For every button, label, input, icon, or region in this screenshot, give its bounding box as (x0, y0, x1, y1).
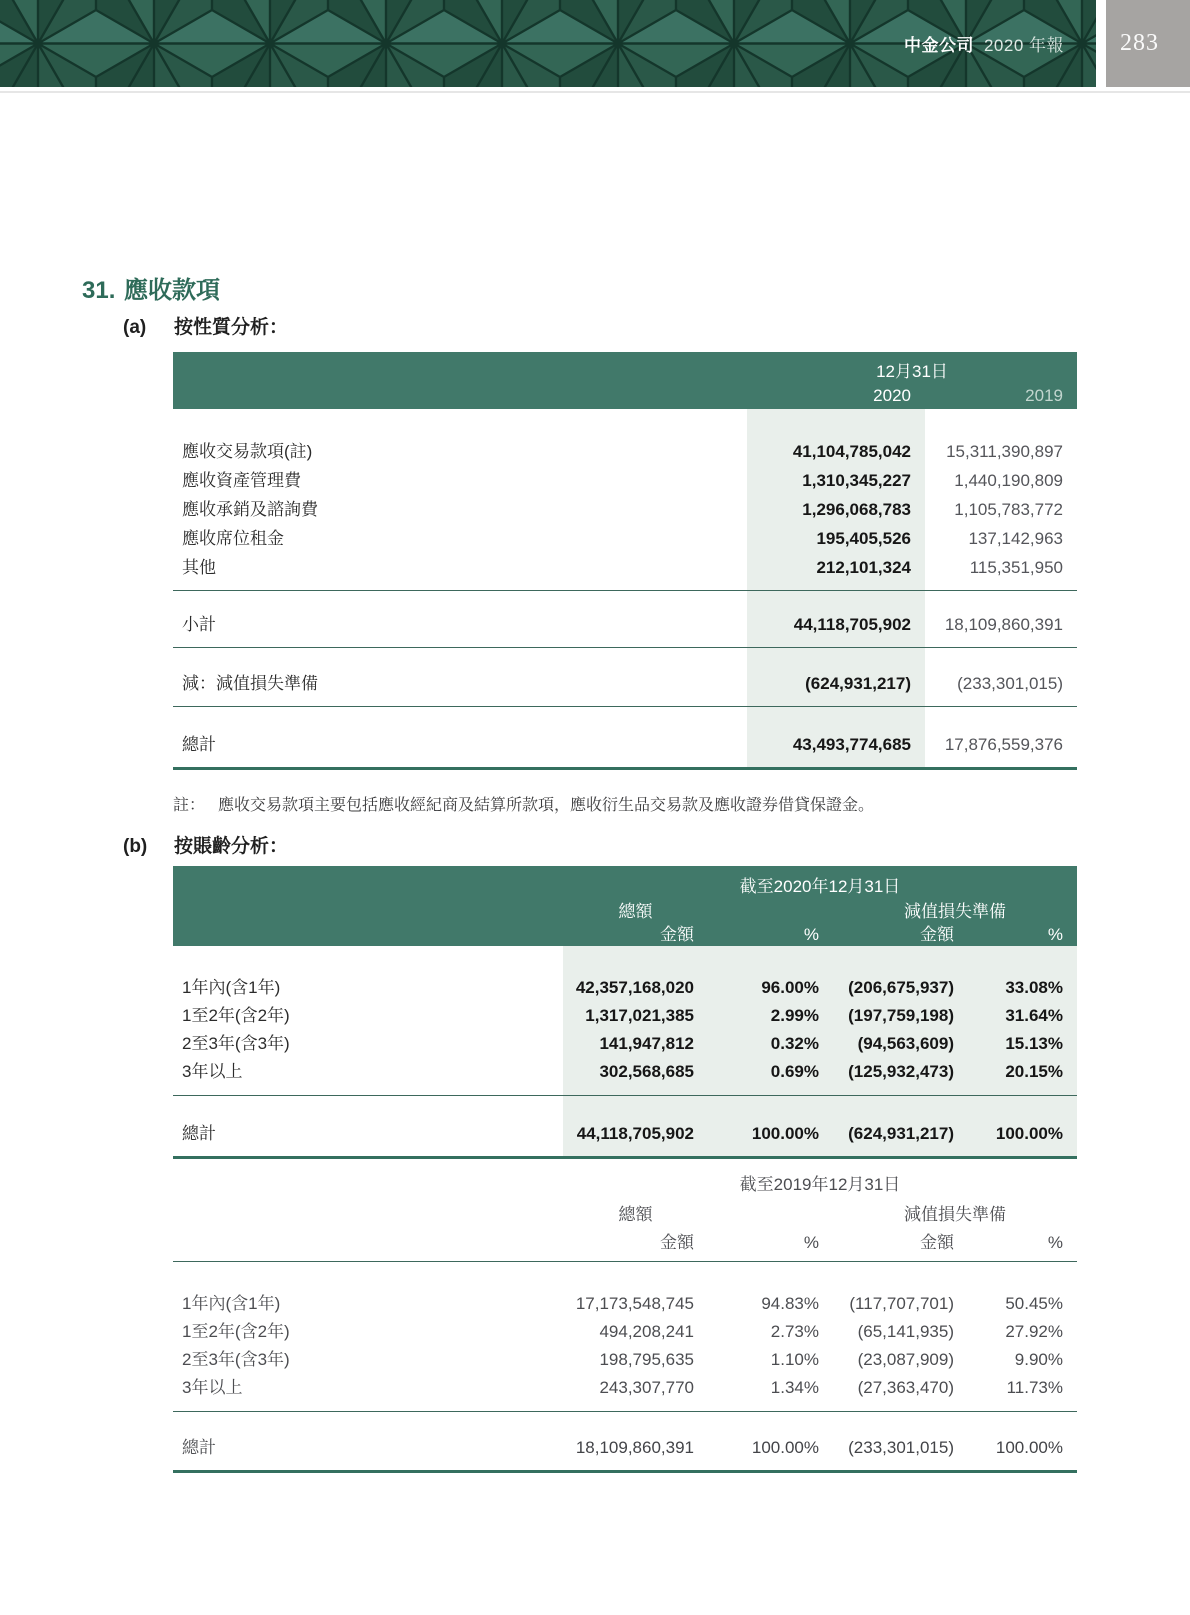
aging-total-amount: 44,118,705,902 (563, 1096, 708, 1156)
gross-group-header: 總額 (618, 902, 653, 921)
impairment-2019: (233,301,015) (957, 674, 1063, 693)
aging-impairment-pct: 9.90% (1014, 1350, 1063, 1369)
row-2019-value: 1,440,190,809 (954, 471, 1063, 490)
row-label: 應收席位租金 (182, 529, 284, 548)
aging-pct: 94.83% (761, 1294, 819, 1313)
aging-total-pct: 100.00% (708, 1096, 833, 1156)
aging-row-label: 3年以上 (182, 1378, 243, 1397)
subtotal-2020: 44,118,705,902 (747, 591, 925, 647)
aging-total-impairment: (233,301,015) (848, 1438, 954, 1457)
aging-row-label: 1年內(含1年) (182, 978, 281, 997)
aging-impairment-pct: 15.13% (968, 1030, 1077, 1058)
subsection-b-label: (b) (123, 836, 148, 857)
aging-impairment: (125,932,473) (833, 1058, 968, 1086)
amount-col-header: 金額 (920, 925, 954, 944)
aging-total-impairment: (624,931,217) (833, 1096, 968, 1156)
aging-impairment-pct: 31.64% (968, 1002, 1077, 1030)
aging-total-label: 總計 (182, 1124, 216, 1143)
aging-total-impairment-pct: 100.00% (995, 1438, 1063, 1457)
aging-row-label: 2至3年(含3年) (182, 1034, 290, 1053)
impairment-group-header: 減值損失準備 (904, 902, 1006, 921)
total-row (173, 707, 1077, 770)
aging-pct: 96.00% (708, 974, 833, 1002)
aging-impairment: (206,675,937) (833, 974, 968, 1002)
row-label: 應收交易款項(註) (182, 442, 313, 461)
page-number-box (1106, 0, 1190, 87)
table-by-nature (173, 352, 1077, 770)
subtotal-2019: 18,109,860,391 (944, 615, 1063, 634)
aging-impairment-pct: 27.92% (1005, 1322, 1063, 1341)
row-2020-value: 195,405,526 (747, 524, 925, 553)
row-2020-value: 41,104,785,042 (747, 437, 925, 466)
aging-row-label: 2至3年(含3年) (182, 1350, 290, 1369)
row-2019-value: 1,105,783,772 (954, 500, 1063, 519)
banner-separator (0, 91, 1190, 93)
aging-total-impairment-pct: 100.00% (968, 1096, 1077, 1156)
aging-pct: 2.73% (770, 1322, 819, 1341)
row-2020-value: 212,101,324 (747, 553, 925, 582)
impairment-label: 減：減值損失準備 (182, 674, 318, 693)
amount-col-header: 金額 (920, 1233, 954, 1252)
aging-impairment-pct: 50.45% (1005, 1294, 1063, 1313)
aging-amount: 494,208,241 (599, 1322, 694, 1341)
aging-row-label: 1年內(含1年) (182, 1294, 281, 1313)
subtotal-row (173, 591, 1077, 648)
aging-total-pct: 100.00% (751, 1438, 819, 1457)
table-b2019-total (173, 1412, 1077, 1473)
table-a-header (173, 352, 1077, 409)
amount-col-header: 金額 (660, 925, 694, 944)
table-b2020-body (173, 946, 1077, 1096)
impairment-group-header: 減值損失準備 (904, 1205, 1006, 1224)
header-banner (0, 0, 1096, 87)
subsection-a-title: 按性質分析： (174, 317, 289, 338)
table-b2019-header (173, 1170, 1077, 1262)
period-header: 截至2020年12月31日 (739, 877, 901, 896)
banner-title (904, 0, 1064, 87)
aging-impairment: (65,141,935) (857, 1322, 954, 1341)
table-aging-2019 (173, 1170, 1077, 1473)
aging-impairment-pct: 20.15% (968, 1058, 1077, 1086)
pct-col-header: % (803, 1233, 819, 1252)
row-label: 應收承銷及諮詢費 (182, 500, 318, 519)
aging-amount: 42,357,168,020 (563, 974, 708, 1002)
footnote-text: 應收交易款項主要包括應收經紀商及結算所款項，應收衍生品交易款及應收證券借貸保證金。 (218, 797, 875, 814)
aging-row-label: 1至2年(含2年) (182, 1322, 290, 1341)
aging-impairment: (117,707,701) (849, 1294, 954, 1313)
total-label: 總計 (182, 735, 216, 754)
aging-amount: 141,947,812 (563, 1030, 708, 1058)
aging-amount: 243,307,770 (599, 1378, 694, 1397)
subsection-a-heading (123, 312, 288, 339)
aging-amount: 302,568,685 (563, 1058, 708, 1086)
aging-impairment: (197,759,198) (833, 1002, 968, 1030)
aging-pct: 0.69% (708, 1058, 833, 1086)
company-name: 中金公司 (903, 36, 974, 55)
aging-pct: 1.34% (770, 1378, 819, 1397)
footnote-label: 註： (173, 797, 206, 814)
aging-pct: 0.32% (708, 1030, 833, 1058)
amount-col-header: 金額 (660, 1233, 694, 1252)
section-heading (82, 270, 220, 305)
aging-impairment: (23,087,909) (857, 1350, 954, 1369)
subsection-a-label: (a) (123, 317, 147, 338)
aging-impairment-pct: 33.08% (968, 974, 1077, 1002)
row-label: 應收資產管理費 (182, 471, 301, 490)
period-header: 截至2019年12月31日 (739, 1175, 901, 1194)
page-number: 283 (1120, 30, 1159, 56)
impairment-row (173, 648, 1077, 707)
col-2019-header: 2019 (1025, 386, 1063, 405)
aging-total-label: 總計 (182, 1438, 216, 1457)
impairment-2020: (624,931,217) (747, 648, 925, 706)
row-2020-value: 1,310,345,227 (747, 466, 925, 495)
aging-pct: 1.10% (770, 1350, 819, 1369)
aging-amount: 17,173,548,745 (575, 1294, 694, 1313)
row-2019-value: 15,311,390,897 (946, 442, 1063, 461)
section-number: 31. (82, 277, 116, 304)
row-label: 其他 (182, 558, 216, 577)
col-2020-header: 2020 (873, 386, 911, 405)
pct-col-header: % (1047, 1233, 1063, 1252)
total-2019: 17,876,559,376 (944, 735, 1063, 754)
table-a-date-header: 12月31日 (876, 362, 948, 381)
table-b2020-header (173, 866, 1077, 946)
table-a-body (173, 409, 1077, 591)
table-aging-2020 (173, 866, 1077, 1159)
aging-row-label: 1至2年(含2年) (182, 1006, 290, 1025)
row-2019-value: 115,351,950 (969, 558, 1063, 577)
gross-group-header: 總額 (618, 1205, 653, 1224)
table-b2019-body (173, 1262, 1077, 1412)
pct-col-header: % (803, 925, 819, 944)
section-title: 應收款項 (124, 277, 220, 304)
aging-impairment: (27,363,470) (857, 1378, 954, 1397)
aging-amount: 1,317,021,385 (563, 1002, 708, 1030)
subsection-b-title: 按賬齡分析： (174, 836, 289, 857)
footnote (173, 792, 1077, 815)
aging-row-label: 3年以上 (182, 1062, 243, 1081)
table-b2020-total (173, 1096, 1077, 1159)
aging-impairment: (94,563,609) (833, 1030, 968, 1058)
subtotal-label: 小計 (182, 615, 216, 634)
pct-col-header: % (1047, 925, 1063, 944)
total-2020: 43,493,774,685 (747, 707, 925, 767)
aging-amount: 198,795,635 (599, 1350, 694, 1369)
aging-impairment-pct: 11.73% (1006, 1378, 1063, 1397)
row-2020-value: 1,296,068,783 (747, 495, 925, 524)
report-year: 2020 年報 (983, 36, 1064, 55)
subsection-b-heading (123, 831, 288, 858)
aging-total-amount: 18,109,860,391 (575, 1438, 694, 1457)
aging-pct: 2.99% (708, 1002, 833, 1030)
row-2019-value: 137,142,963 (968, 529, 1063, 548)
